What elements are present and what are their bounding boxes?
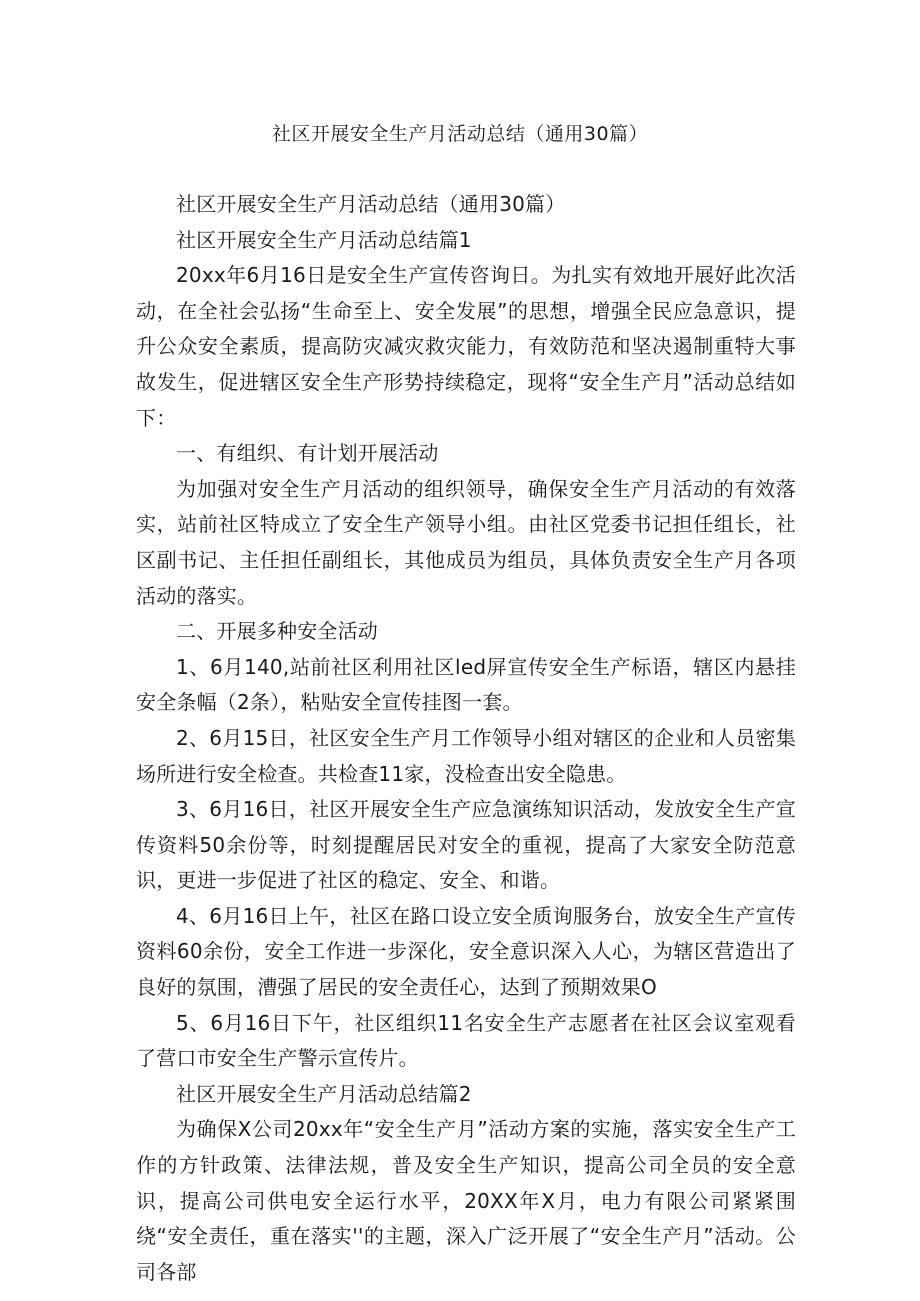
subheading-organize: 一、有组织、有计划开展活动 bbox=[176, 441, 439, 466]
body-paragraph: 20xx年6月16日是安全生产宣传咨询日。为扎实有效地开展好此次活动，在全社会弘扬“生命至上、安全发展”的思想，增强全民应急意识，提升公众安全素质，提高防灾减灾救灾能力，有效防范和坚决遏制重特大事故发生，促进辖区安全生产形势持续稳定，现将“安全生产月”活动总结如下： bbox=[136, 263, 796, 430]
list-item: 1、6月140,站前社区利用社区led屏宣传安全生产标语，辖区内悬挂安全条幅（2条），粘贴安全宣传挂图一套。 bbox=[136, 654, 796, 715]
section-heading-1: 社区开展安全生产月活动总结篇1 bbox=[176, 227, 472, 252]
list-item: 5、6月16日下午，社区组织11名安全生产志愿者在社区会议室观看了营口市安全生产警示宣传片。 bbox=[136, 1010, 796, 1071]
document-title: 社区开展安全生产月活动总结（通用30篇） bbox=[271, 123, 649, 145]
list-item: 2、6月15日，社区安全生产月工作领导小组对辖区的企业和人员密集场所进行安全检查。共检查11家，没检查出安全隐患。 bbox=[136, 725, 796, 786]
section-heading-2: 社区开展安全生产月活动总结篇2 bbox=[176, 1081, 472, 1106]
document-body bbox=[136, 187, 796, 1290]
body-paragraph: 为确保X公司20xx年“安全生产月”活动方案的实施，落实安全生产工作的方针政策、法律法规，普及安全生产知识，提高公司全员的安全意识，提高公司供电安全运行水平，20XX年X月，电力有限公司紧紧围绕“安全责任，重在落实''的主题，深入广泛开展了“安全生产月”活动。公司各部 bbox=[136, 1117, 796, 1284]
subtitle-paragraph: 社区开展安全生产月活动总结（通用30篇） bbox=[176, 192, 566, 216]
list-item: 3、6月16日，社区开展安全生产应急演练知识活动，发放安全生产宣传资料50余份等，时刻提醒居民对安全的重视，提高了大家安全防范意识，更进一步促进了社区的稳定、安全、和谐。 bbox=[136, 797, 796, 893]
list-item: 4、6月16日上午，社区在路口设立安全质询服务台，放安全生产宣传资料60余份，安全工作进一步深化，安全意识深入人心，为辖区营造出了良好的氛围，漕强了居民的安全责任心，达到了预期效果O bbox=[136, 903, 796, 1000]
subheading-activities: 二、开展多种安全活动 bbox=[176, 619, 378, 644]
body-paragraph: 为加强对安全生产月活动的组织领导，确保安全生产月活动的有效落实，站前社区特成立了安全生产领导小组。由社区党委书记担任组长，社区副书记、主任担任副组长，其他成员为组员，具体负责安全生产月各项活动的落实。 bbox=[136, 476, 796, 608]
